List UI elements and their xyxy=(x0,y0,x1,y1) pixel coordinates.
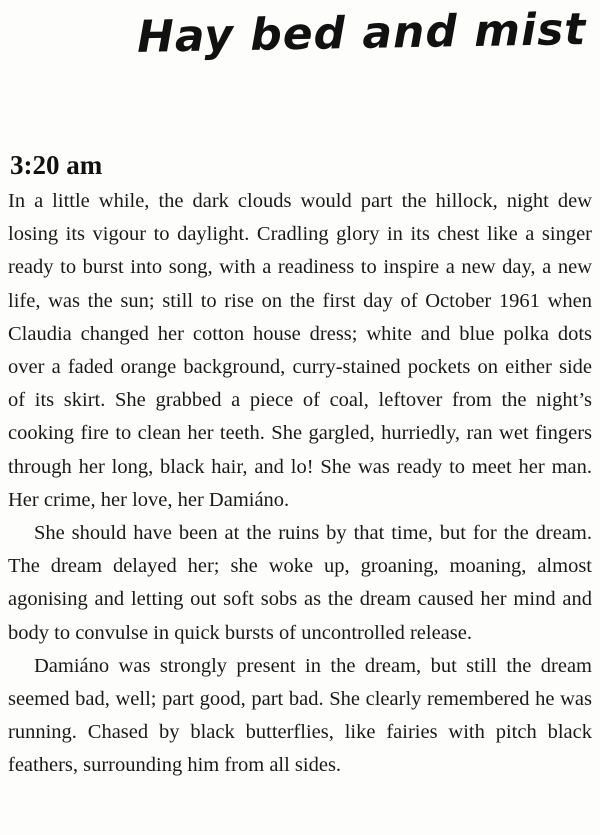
paragraph-2: She should have been at the ruins by that time, but for the dream. The dream delayed her; she woke up, groaning, moaning, almost agonising and letting out soft sobs as the dream caused her mind and body to convulse in quick bursts of uncontrolled release. xyxy=(8,522,592,644)
body-text xyxy=(8,185,592,783)
section-heading-time: 3:20 am xyxy=(10,150,103,180)
paragraph-1: In a little while, the dark clouds would part the hillock, night dew losing its vigour to daylight. Cradling glory in its chest like a singer ready to burst into song, with a readiness to inspire a new day, a new life, was the sun; still to rise on the first day of October 1961 when Claudia changed her cotton house dress; white and blue polka dots over a faded orange background, curry-stained pockets on either side of its skirt. She grabbed a piece of coal, leftover from the night’s cooking fire to clean her teeth. She gargled, hurriedly, ran wet fingers through her long, black hair, and lo! She was ready to meet her man. Her crime, her love, her Damiáno. xyxy=(8,190,592,511)
chapter-title: Hay bed and mist xyxy=(136,4,587,63)
paragraph-3: Damiáno was strongly present in the dream, but still the dream seemed bad, well; part good, part bad. She clearly remembered he was running. Chased by black butterflies, like fairies with pitch black feathers, surrounding him from all sides. xyxy=(8,654,592,777)
